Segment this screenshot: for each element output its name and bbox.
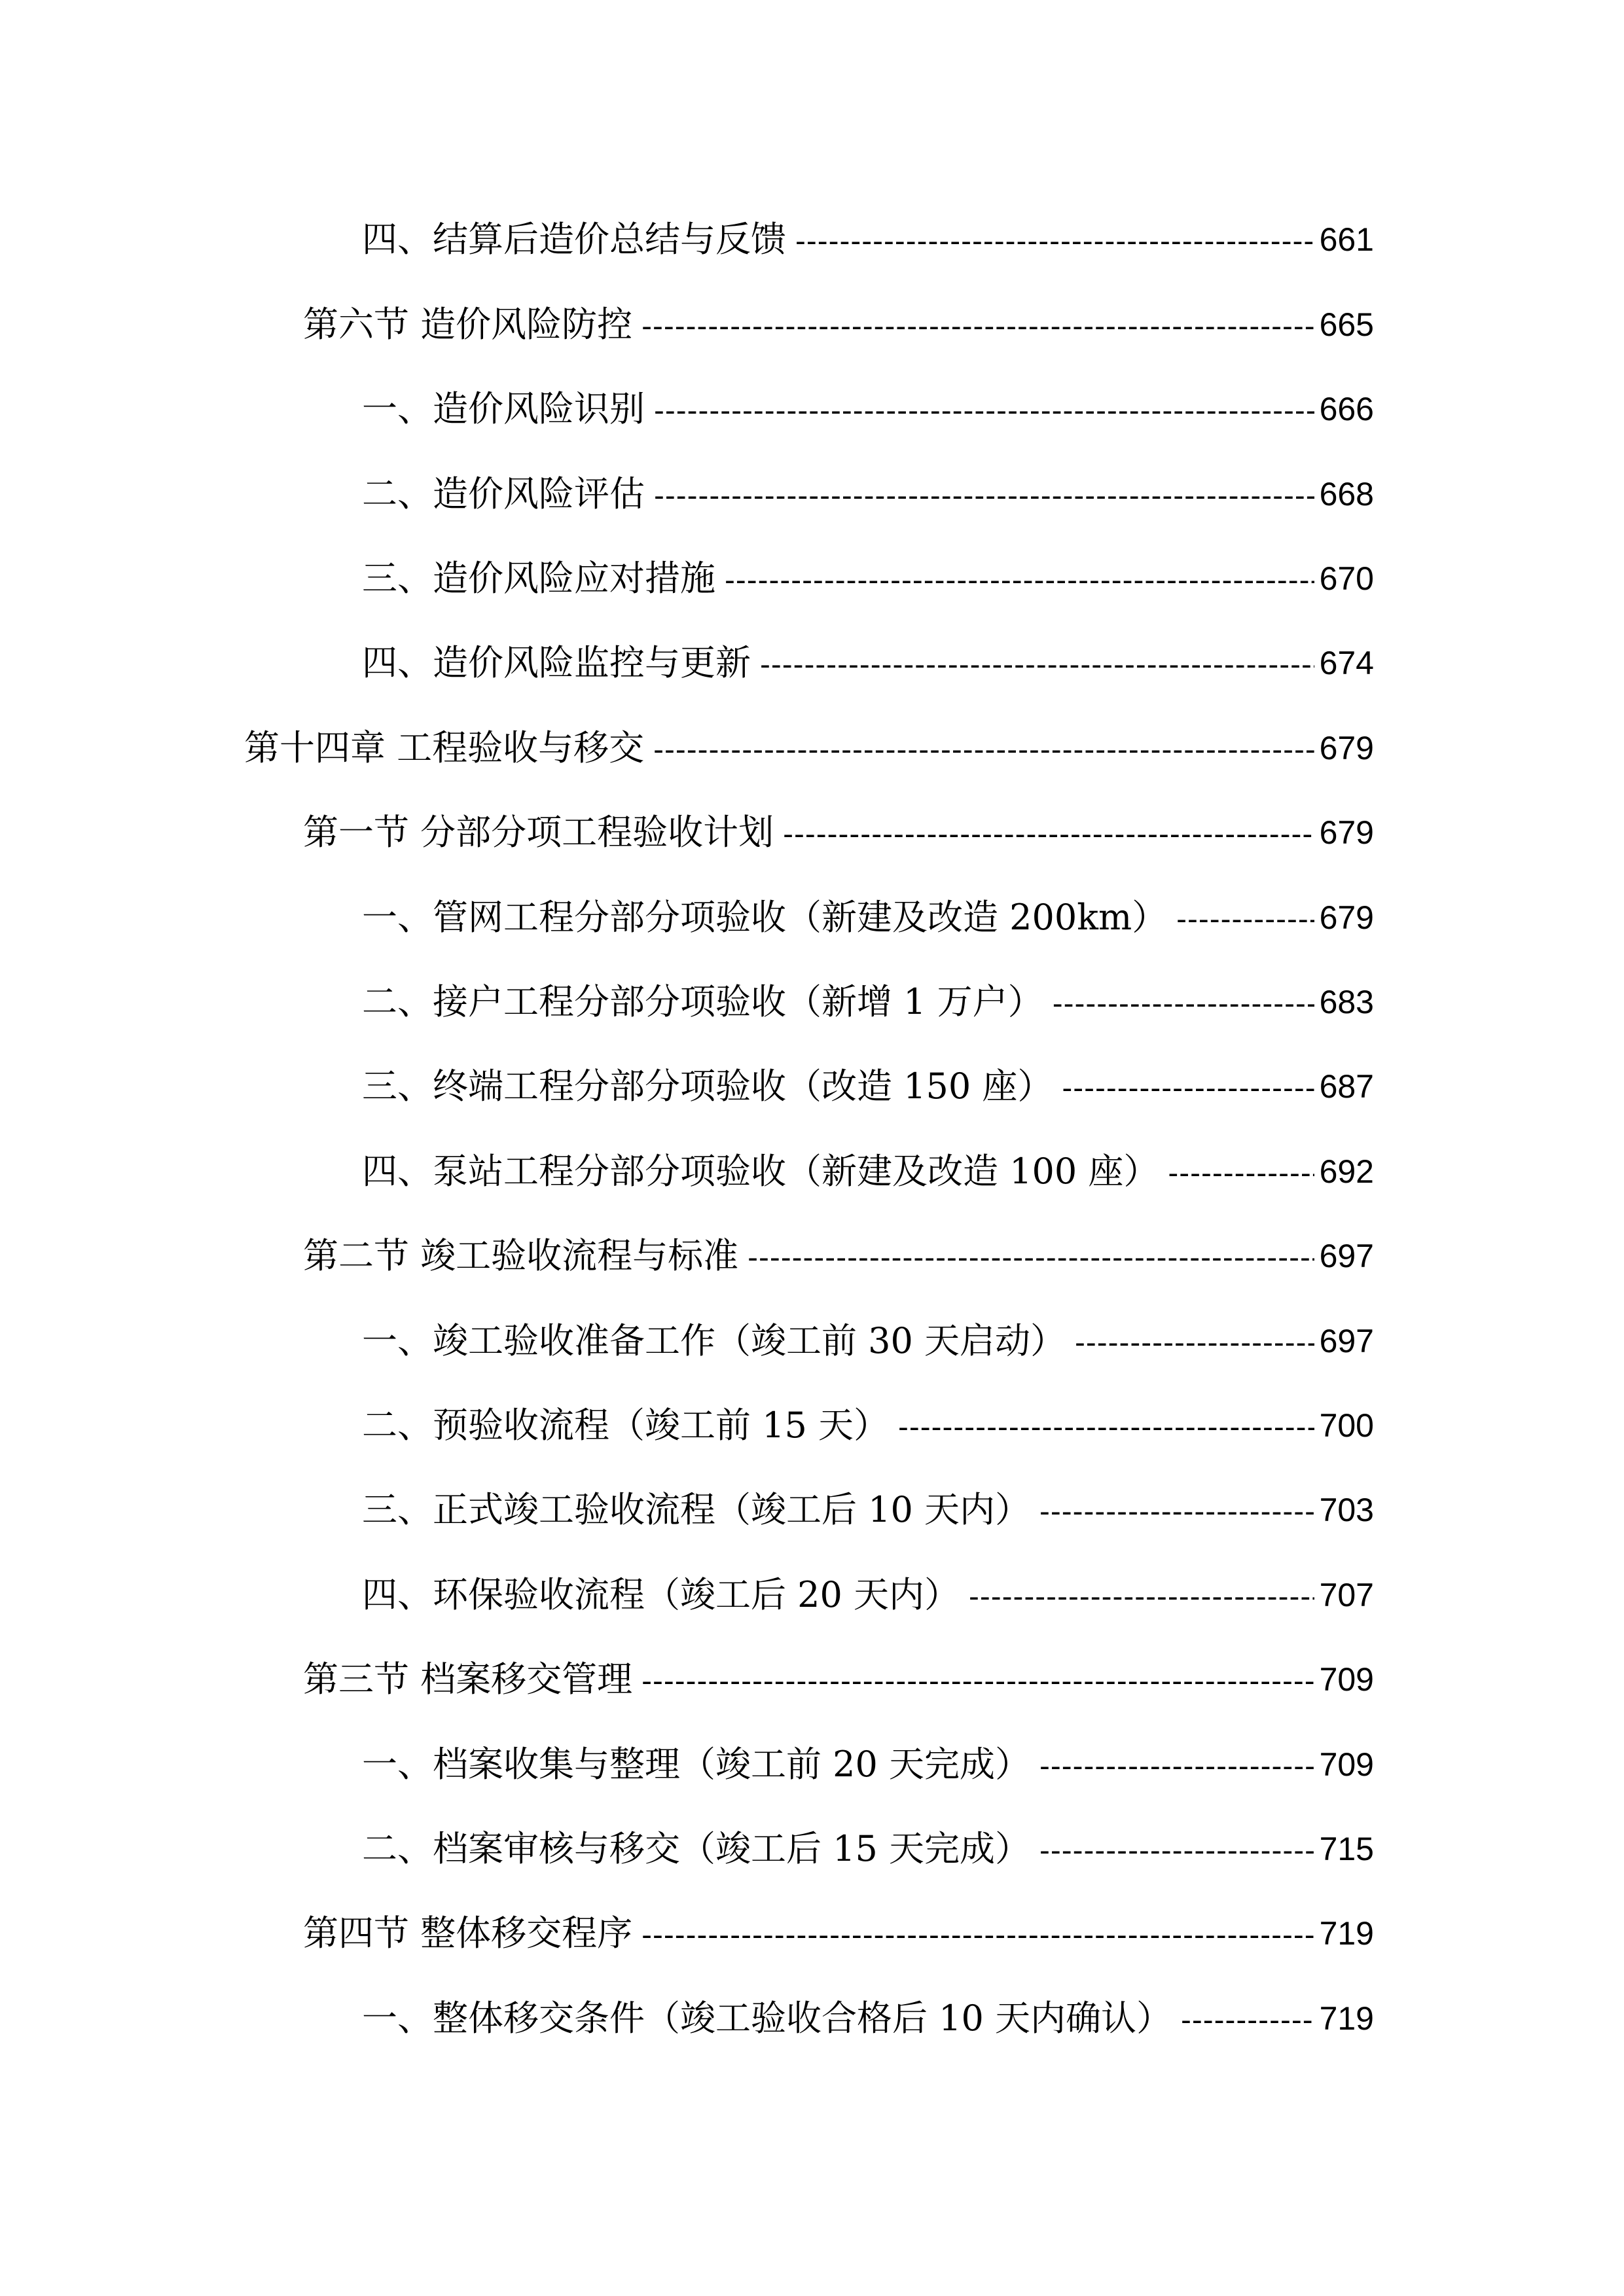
toc-entry[interactable]	[362, 1732, 1374, 1797]
toc-entry-title: 第十四章 工程验收与移交	[244, 727, 645, 768]
toc-entry-title: 一、管网工程分部分项验收（新建及改造 200km）	[362, 897, 1168, 938]
toc-entry[interactable]	[303, 1223, 1374, 1289]
toc-entry-title: 三、正式竣工验收流程（竣工后 10 天内）	[362, 1489, 1031, 1530]
toc-leader	[1181, 2002, 1314, 2035]
toc-entry-title: 二、造价风险评估	[362, 473, 645, 514]
toc-entry-title: 一、整体移交条件（竣工验收合格后 10 天内确认）	[362, 1998, 1172, 2039]
toc-leader	[1168, 1155, 1314, 1188]
toc-leader	[969, 1579, 1314, 1611]
toc-entry[interactable]	[362, 546, 1374, 611]
toc-entry[interactable]	[362, 461, 1374, 527]
toc-leader	[1053, 986, 1314, 1018]
toc-leader	[654, 393, 1314, 425]
toc-entry[interactable]	[362, 1986, 1374, 2051]
toc-leader	[1176, 901, 1314, 934]
toc-entry-title: 一、竣工验收准备工作（竣工前 30 天启动）	[362, 1320, 1066, 1361]
toc-entry-page: 668	[1319, 476, 1374, 512]
toc-entry-title: 第三节 档案移交管理	[303, 1659, 633, 1700]
toc-entry[interactable]	[362, 1139, 1374, 1204]
toc-leader	[783, 816, 1314, 849]
toc-entry[interactable]	[362, 1308, 1374, 1374]
toc-entry[interactable]	[362, 376, 1374, 442]
toc-entry-title: 二、档案审核与移交（竣工后 15 天完成）	[362, 1828, 1031, 1869]
toc-leader	[795, 223, 1314, 256]
toc-leader	[641, 1917, 1314, 1950]
toc-entry-page: 715	[1319, 1831, 1374, 1867]
toc-entry[interactable]	[244, 715, 1374, 781]
toc-entry[interactable]	[303, 800, 1374, 865]
toc-entry[interactable]	[362, 1562, 1374, 1628]
toc-entry-page: 697	[1319, 1323, 1374, 1359]
toc-entry-page: 709	[1319, 1746, 1374, 1783]
toc-entry-page: 687	[1319, 1068, 1374, 1105]
toc-leader	[654, 478, 1314, 511]
toc-entry[interactable]	[362, 1054, 1374, 1119]
toc-entry-page: 709	[1319, 1661, 1374, 1698]
toc-entry-title: 三、造价风险应对措施	[362, 558, 715, 599]
toc-entry-title: 四、结算后造价总结与反馈	[362, 219, 786, 260]
toc-entry[interactable]	[303, 292, 1374, 357]
toc-entry[interactable]	[303, 1901, 1374, 1966]
toc-entry-page: 679	[1319, 730, 1374, 766]
toc-entry[interactable]	[362, 1393, 1374, 1458]
toc-entry-page: 707	[1319, 1577, 1374, 1613]
toc-leader	[898, 1409, 1314, 1442]
toc-leader	[1039, 1494, 1314, 1526]
toc-entry-title: 一、档案收集与整理（竣工前 20 天完成）	[362, 1744, 1031, 1785]
toc-entry-page: 666	[1319, 391, 1374, 427]
toc-leader	[641, 1663, 1314, 1696]
toc-entry-title: 第六节 造价风险防控	[303, 304, 633, 345]
toc-entry-title: 第一节 分部分项工程验收计划	[303, 812, 774, 853]
toc-leader	[1075, 1325, 1314, 1357]
toc-entry-page: 703	[1319, 1492, 1374, 1528]
toc-entry-page: 674	[1319, 645, 1374, 681]
toc-leader	[653, 732, 1314, 764]
toc-entry-title: 第二节 竣工验收流程与标准	[303, 1235, 739, 1276]
toc-entry-page: 719	[1319, 2000, 1374, 2037]
toc-entry[interactable]	[362, 1816, 1374, 1882]
toc-entry-title: 四、环保验收流程（竣工后 20 天内）	[362, 1574, 960, 1615]
toc-entry-page: 700	[1319, 1407, 1374, 1444]
toc-entry-title: 三、终端工程分部分项验收（改造 150 座）	[362, 1066, 1053, 1107]
toc-leader	[1039, 1748, 1314, 1781]
toc-entry[interactable]	[362, 1477, 1374, 1543]
toc-entry-page: 670	[1319, 560, 1374, 597]
toc-entry[interactable]	[362, 969, 1374, 1035]
toc-entry-page: 679	[1319, 899, 1374, 936]
toc-entry-title: 二、预验收流程（竣工前 15 天）	[362, 1405, 890, 1446]
toc-entry-title: 一、造价风险识别	[362, 388, 645, 429]
toc-leader	[1062, 1070, 1314, 1103]
toc-entry-page: 665	[1319, 306, 1374, 343]
toc-leader	[760, 647, 1314, 679]
toc-entry[interactable]	[362, 630, 1374, 696]
toc-entry-page: 661	[1319, 221, 1374, 258]
toc-entry[interactable]	[362, 207, 1374, 272]
toc-leader	[748, 1240, 1314, 1272]
toc-entry[interactable]	[303, 1647, 1374, 1712]
toc-entry[interactable]	[362, 885, 1374, 950]
toc-entry-page: 719	[1319, 1915, 1374, 1952]
toc-leader	[1039, 1833, 1314, 1865]
toc-entry-page: 679	[1319, 814, 1374, 851]
toc-leader	[641, 308, 1314, 341]
toc-entry-title: 二、接户工程分部分项验收（新增 1 万户）	[362, 981, 1043, 1022]
toc-entry-title: 第四节 整体移交程序	[303, 1912, 633, 1954]
toc-entry-page: 692	[1319, 1153, 1374, 1190]
toc-entry-title: 四、泵站工程分部分项验收（新建及改造 100 座）	[362, 1151, 1159, 1192]
toc-entry-page: 697	[1319, 1238, 1374, 1274]
toc-entry-page: 683	[1319, 984, 1374, 1020]
toc-leader	[725, 562, 1314, 595]
toc-entry-title: 四、造价风险监控与更新	[362, 642, 751, 683]
